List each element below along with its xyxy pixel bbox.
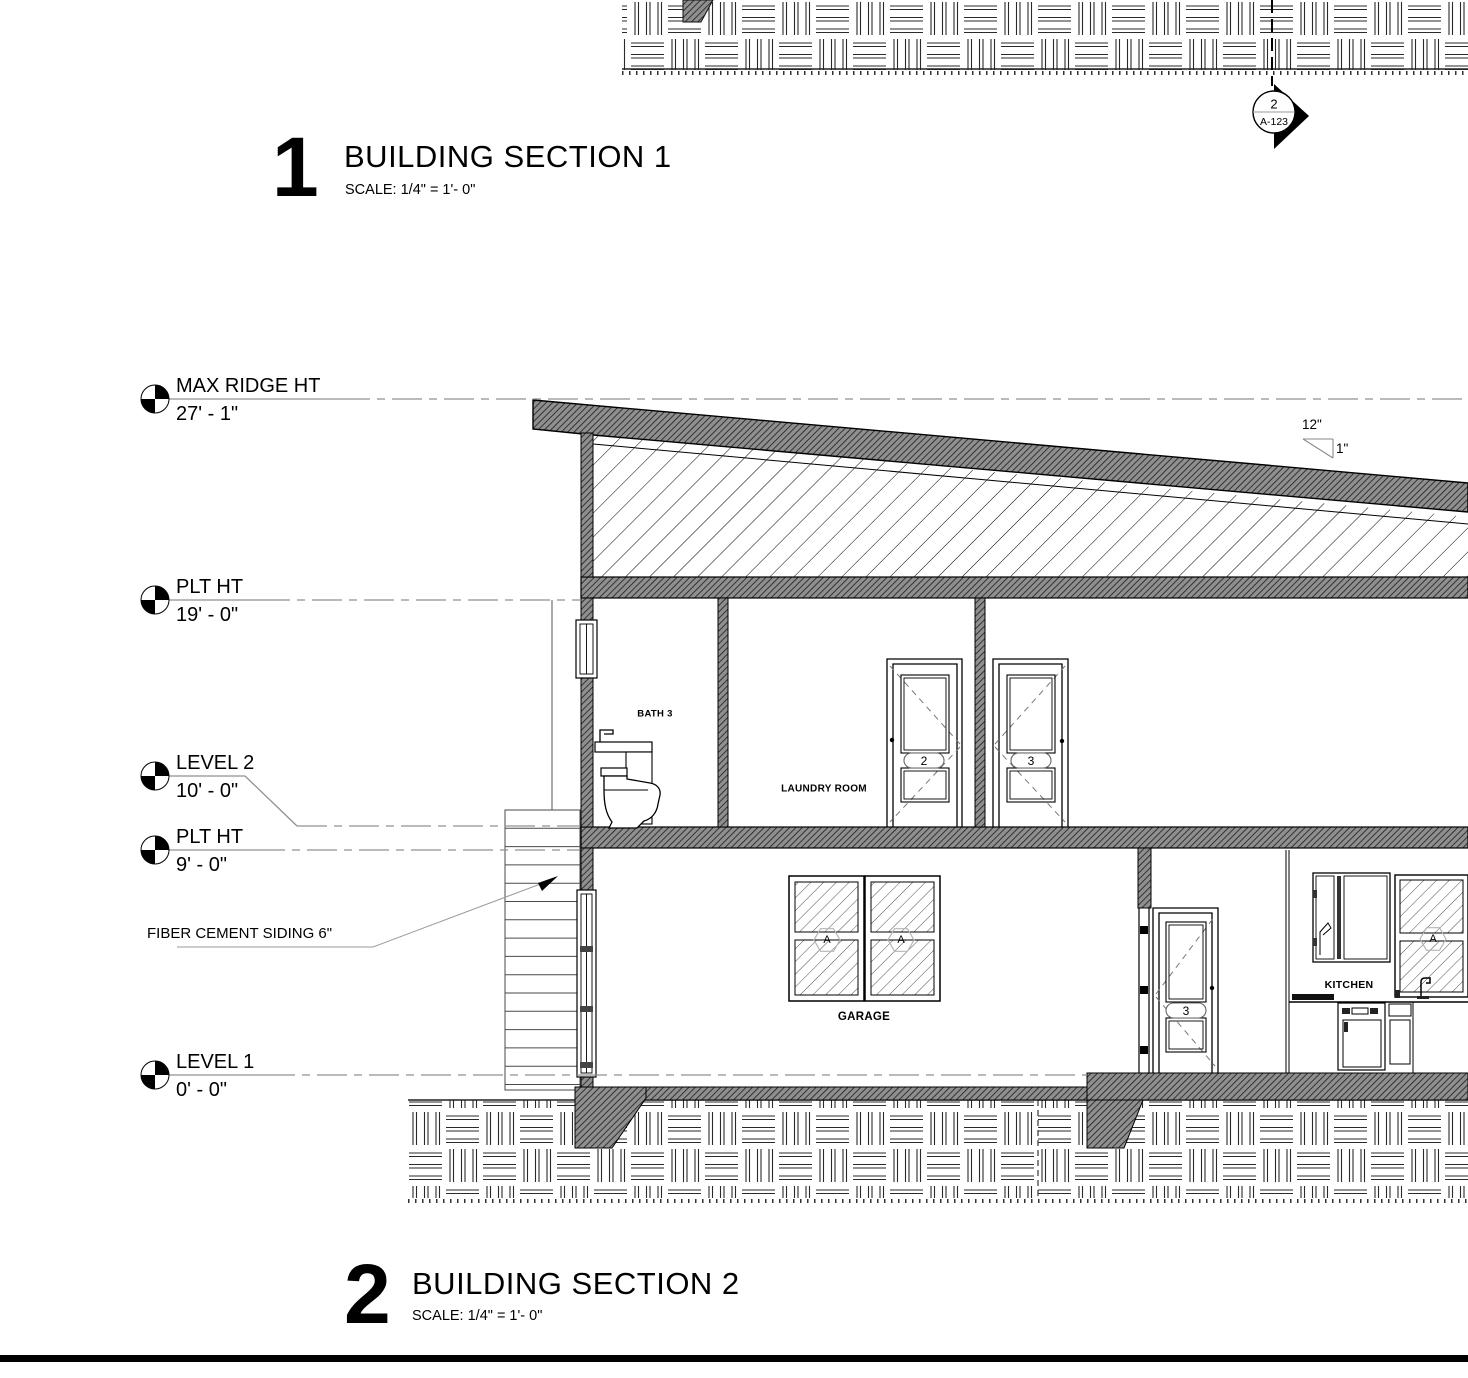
room-label-bath3: BATH 3 <box>637 708 673 720</box>
level-elev-level1: 0' - 0" <box>176 1079 227 1101</box>
slab-garage <box>592 1087 1087 1100</box>
view-title-1: BUILDING SECTION 1 <box>344 139 672 174</box>
window-tag-a1: A <box>823 934 831 946</box>
earth-hatch-top <box>622 0 1468 73</box>
earth-hatch-bottom <box>408 1100 1468 1201</box>
room-label-kitchen: KITCHEN <box>1324 979 1374 991</box>
view-scale-2: SCALE: 1/4" = 1'- 0" <box>412 1308 543 1324</box>
bath-fixtures <box>595 730 660 828</box>
level-elev-plt19: 19' - 0" <box>176 604 239 626</box>
siding-note: FIBER CEMENT SIDING 6" <box>147 925 333 942</box>
wall-bath-laundry <box>718 598 728 827</box>
fiber-cement-siding-wall <box>505 600 580 1090</box>
level-name-plt9: PLT HT <box>176 826 244 848</box>
view-number-1: 1 <box>272 120 319 214</box>
building-structure <box>533 400 1468 1148</box>
slope-symbol <box>1303 439 1333 458</box>
cooktop <box>1292 994 1334 1000</box>
ceiling-band <box>581 577 1468 598</box>
floor-band-level2 <box>581 827 1468 848</box>
view-number-2: 2 <box>344 1247 391 1341</box>
slab-main <box>1087 1073 1468 1100</box>
wall-garage-hall <box>1138 848 1151 908</box>
level-elev-max-ridge: 27' - 1" <box>176 403 239 425</box>
level-name-max-ridge: MAX RIDGE HT <box>176 375 321 397</box>
level-name-plt19: PLT HT <box>176 576 244 598</box>
wall-laundry-hall <box>975 598 985 827</box>
door-tag-3: 3 <box>1027 754 1035 768</box>
door-tag-2: 2 <box>920 754 928 768</box>
garage-windows <box>789 876 940 1001</box>
level-name-level1: LEVEL 1 <box>176 1051 255 1073</box>
level-name-level2: LEVEL 2 <box>176 752 255 774</box>
slope-rise: 12" <box>1302 417 1322 432</box>
view-scale-1: SCALE: 1/4" = 1'- 0" <box>345 182 476 198</box>
callout-sheet-number: A-123 <box>1259 116 1289 128</box>
window-tag-a2: A <box>897 934 905 946</box>
level-elev-level2: 10' - 0" <box>176 780 239 802</box>
level-elev-plt9: 9' - 0" <box>176 854 227 876</box>
room-label-laundry: LAUNDRY ROOM <box>781 783 867 795</box>
level-datum-symbols <box>141 385 169 1089</box>
sheet-border-bar <box>0 1355 1468 1362</box>
callout-detail-number: 2 <box>1270 96 1278 112</box>
view-title-2: BUILDING SECTION 2 <box>412 1266 740 1301</box>
slope-run: 1" <box>1336 441 1349 456</box>
window-tag-a3: A <box>1429 933 1437 945</box>
door-tag-3b: 3 <box>1182 1004 1190 1018</box>
doors <box>887 659 1218 1073</box>
room-label-garage: GARAGE <box>837 1011 891 1023</box>
